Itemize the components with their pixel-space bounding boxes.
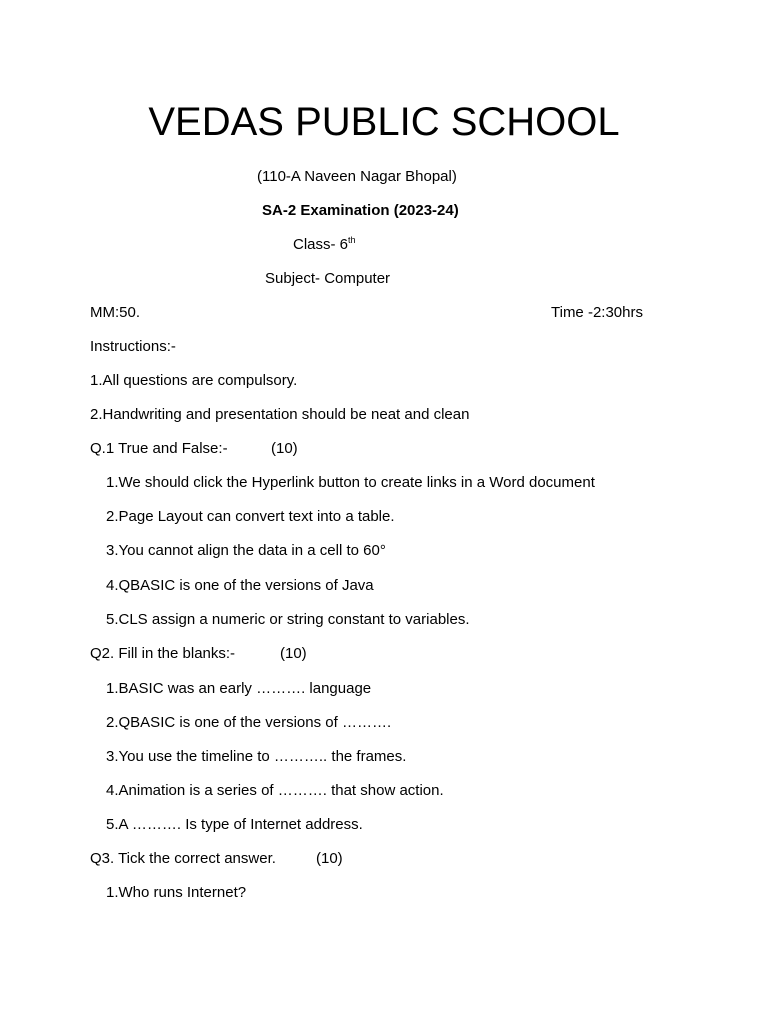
instruction-item: 1.All questions are compulsory. bbox=[90, 372, 298, 389]
instructions-heading: Instructions:- bbox=[90, 338, 176, 355]
exam-title: SA-2 Examination (2023-24) bbox=[262, 202, 459, 219]
question-3-marks: (10) bbox=[316, 850, 343, 867]
question-item: 2.QBASIC is one of the versions of ………. bbox=[106, 714, 392, 731]
question-2-heading: Q2. Fill in the blanks:- bbox=[90, 645, 236, 662]
question-1-marks: (10) bbox=[271, 440, 298, 457]
question-item: 5.CLS assign a numeric or string constant to variables. bbox=[106, 611, 470, 628]
class-superscript: th bbox=[348, 235, 356, 245]
question-item: 3.You cannot align the data in a cell to 60° bbox=[106, 542, 386, 559]
exam-time: Time -2:30hrs bbox=[551, 304, 643, 321]
question-item: 1.Who runs Internet? bbox=[106, 884, 247, 901]
question-item: 4.QBASIC is one of the versions of Java bbox=[106, 577, 374, 594]
question-item: 4.Animation is a series of ………. that show action. bbox=[106, 782, 444, 799]
question-item: 1.BASIC was an early ………. language bbox=[106, 680, 372, 697]
question-item: 5.A ………. Is type of Internet address. bbox=[106, 816, 363, 833]
question-item: 2.Page Layout can convert text into a table. bbox=[106, 508, 395, 525]
question-3-heading: Q3. Tick the correct answer. bbox=[90, 850, 276, 867]
question-item: 3.You use the timeline to ……….. the frames. bbox=[106, 748, 407, 765]
question-1-heading: Q.1 True and False:- bbox=[90, 440, 228, 457]
instruction-item: 2.Handwriting and presentation should be neat and clean bbox=[90, 406, 470, 423]
school-name: VEDAS PUBLIC SCHOOL bbox=[148, 100, 620, 144]
max-marks: MM:50. bbox=[90, 304, 141, 321]
school-address: (110-A Naveen Nagar Bhopal) bbox=[257, 168, 457, 185]
class-label: Class- 6 bbox=[293, 236, 349, 253]
question-item: 1.We should click the Hyperlink button to create links in a Word document bbox=[106, 474, 595, 491]
question-2-marks: (10) bbox=[280, 645, 307, 662]
class-line bbox=[293, 236, 356, 254]
subject-line: Subject- Computer bbox=[265, 270, 391, 287]
